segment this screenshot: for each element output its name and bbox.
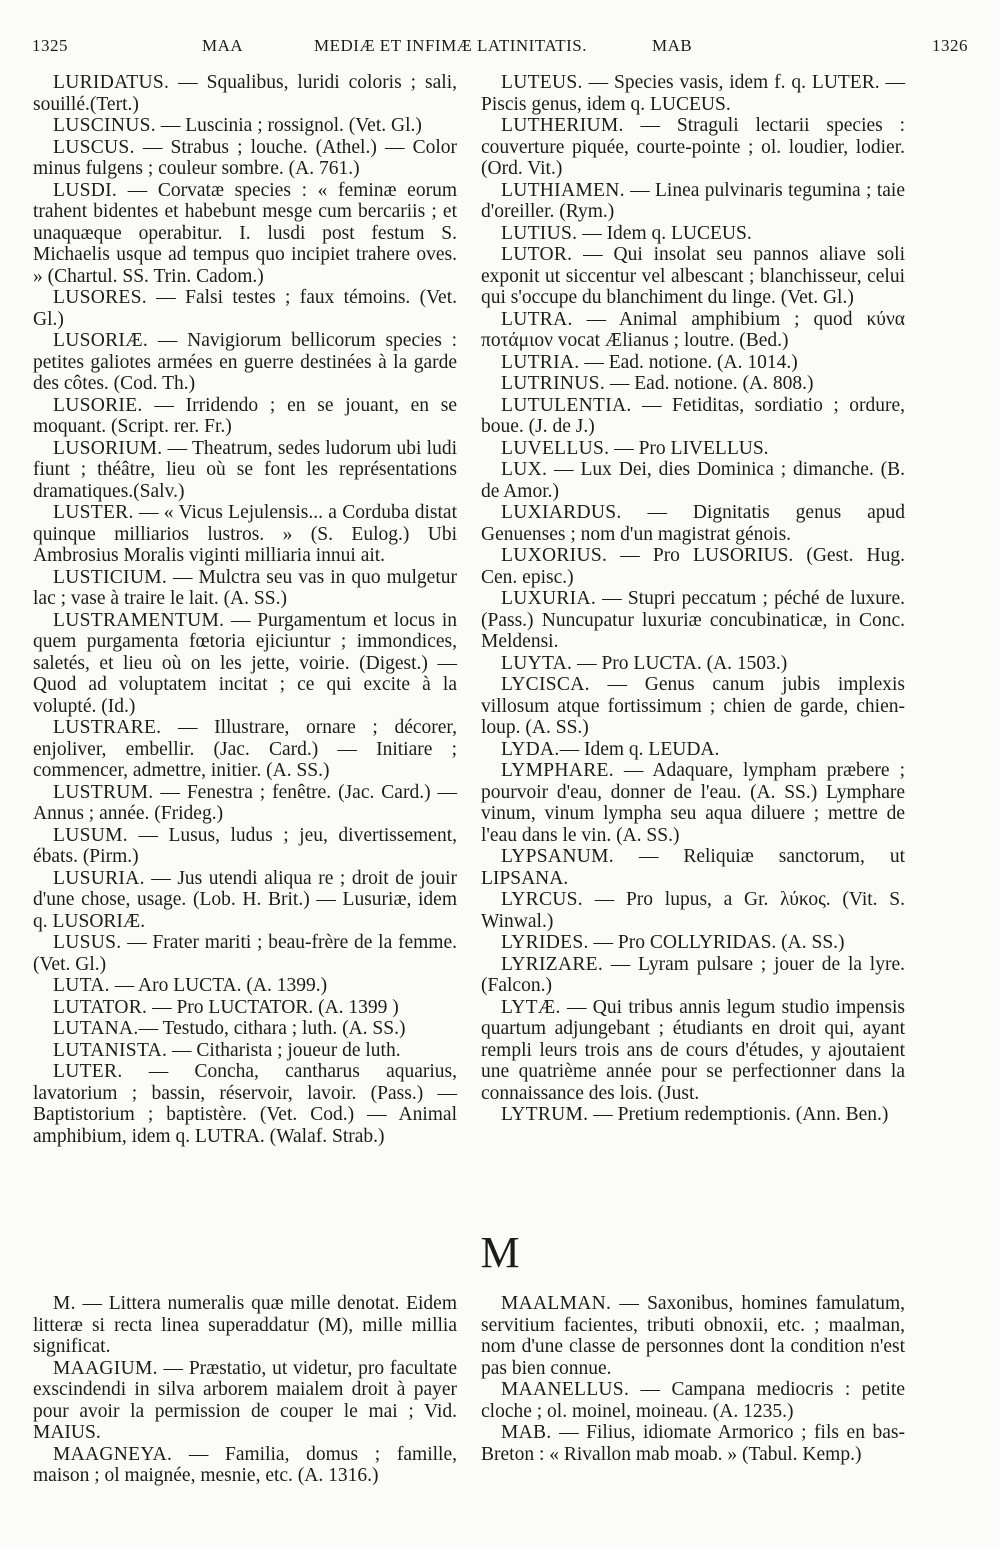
entry-definition: — Saxonibus, homines famulatum, servitium facientes, tributi obnoxii, etc. ; maalman, nom d'une classe de personnes dont la condition n'est pas bien connue.	[481, 1293, 905, 1379]
entry-definition: — Straguli lectarii species : couverture piquée, courte-pointe ; ol. loudier, lodier. (Ord. Vit.)	[481, 115, 905, 179]
dictionary-entry	[481, 588, 905, 653]
entry-definition: — Adaquare, lympham præbere ; pourvoir d'eau, donner de l'eau. (A. SS.) Lymphare vinum, vinum lympha seu aqua diluere ; mettre de l'eau dans le vin. (A. SS.)	[481, 760, 905, 846]
entry-headword: LUSORIE.	[53, 394, 143, 416]
dictionary-entry	[481, 438, 905, 460]
dictionary-entry	[33, 287, 457, 330]
dictionary-entry	[481, 889, 905, 932]
dictionary-entry	[481, 932, 905, 954]
dictionary-entry	[33, 1061, 457, 1147]
entry-definition: — Genus canum jubis implexis villosum atque fortissimum ; chien de garde, chien-loup. (A. SS.)	[481, 674, 905, 738]
dictionary-entry	[33, 137, 457, 180]
entry-definition: — Pro LIVELLUS.	[609, 437, 769, 459]
entry-definition: — Purgamentum et locus in quem purgamenta fœtoria ejiciuntur ; immondices, saletés, et lieu où on les jette, voirie. (Digest.) — Quod ad voluptatem incitat ; ce qui excite à la volupté. (Id.)	[33, 609, 457, 717]
entry-headword: LURIDATUS.	[53, 72, 170, 93]
entry-definition: — Citharista ; joueur de luth.	[167, 1039, 401, 1061]
dictionary-entry	[481, 395, 905, 438]
entry-definition: — Idem q. LEUDA.	[559, 738, 720, 760]
entry-definition: — Concha, cantharus aquarius, lavatorium ; bassin, réservoir, lavoir. (Pass.) — Baptistorium ; baptistère. (Vet. Cod.) — Animal amphibium, idem q. LUTRA. (Walaf. Strab.)	[33, 1061, 457, 1147]
entry-definition: — Lusus, ludus ; jeu, divertissement, ébats. (Pirm.)	[33, 824, 457, 867]
entry-definition: — Campana mediocris : petite cloche ; ol. moinel, moineau. (A. 1235.)	[481, 1379, 905, 1422]
entry-headword: MAALMAN.	[501, 1293, 612, 1314]
entry-definition: — Jus utendi aliqua re ; droit de jouir d'une chose, usage. (Lob. H. Brit.) — Lusuriæ, idem q. LUSORIÆ.	[33, 867, 457, 932]
dictionary-entry	[481, 653, 905, 675]
entry-definition: — Qui insolat seu pannos aliave soli exponit ut siccentur vel albescant ; blanchisseur, celui qui s'occupe du blanchiment du linge. (Vet. Gl.)	[481, 244, 905, 308]
right-page-number: 1326	[932, 36, 968, 55]
dictionary-entry	[33, 717, 457, 782]
bottom-right-column	[481, 1293, 905, 1465]
dictionary-entry	[33, 567, 457, 610]
entry-definition: — Pro lupus, a Gr. λύκος. (Vit. S. Winwal.)	[481, 889, 905, 932]
dictionary-entry	[481, 1104, 905, 1126]
dictionary-entry	[33, 825, 457, 868]
entry-headword: M.	[53, 1293, 76, 1314]
entry-headword: LUSUS.	[53, 932, 122, 953]
entry-headword: MAB.	[501, 1422, 552, 1443]
entry-definition: — Fetiditas, sordiatio ; ordure, boue. (J. de J.)	[481, 394, 905, 437]
entry-definition: — Lux Dei, dies Dominica ; dimanche. (B. de Amor.)	[481, 459, 905, 502]
entry-headword: LUTULENTIA.	[501, 394, 632, 416]
entry-definition: — Luscinia ; rossignol. (Vet. Gl.)	[155, 115, 422, 136]
entry-definition: — Animal amphibium ; quod κύνα ποτάμιον vocat Ælianus ; loutre. (Bed.)	[481, 308, 905, 351]
entry-headword: LUXIARDUS.	[501, 502, 622, 523]
entry-definition: — Mulctra seu vas in quo mulgetur lac ; vase à traire le lait. (A. SS.)	[33, 566, 457, 609]
entry-headword: LYDA.	[501, 738, 560, 760]
entry-headword: LUSTICIUM.	[53, 566, 168, 588]
entry-definition: — Navigiorum bellicorum species : petites galiotes armées en guerre destinées à la garde des côtes. (Cod. Th.)	[33, 330, 457, 394]
dictionary-entry	[481, 1379, 905, 1422]
entry-definition: — Testudo, cithara ; luth. (A. SS.)	[138, 1018, 406, 1039]
dictionary-entry	[481, 309, 905, 352]
entry-definition: — Pro LUCTATOR. (A. 1399 )	[147, 996, 399, 1018]
entry-headword: LUTANISTA.	[53, 1039, 168, 1061]
entry-headword: LUTATOR.	[53, 996, 148, 1018]
entry-definition: — Qui tribus annis legum studio impensis quartum adjungebant ; étudiants en droit qui, ayant rempli leurs trois ans de cours d'études, y ajoutaient une quatrième année pour se perfectionner dans la connaissance des lois. (Just.	[481, 996, 905, 1104]
entry-definition: — Fenestra ; fenêtre. (Jac. Card.) — Annus ; année. (Frideg.)	[33, 781, 457, 824]
entry-headword: LUVELLUS.	[501, 437, 610, 459]
entry-headword: LUTER.	[53, 1061, 123, 1082]
entry-headword: LUTRA.	[501, 308, 573, 330]
entry-definition: — Frater mariti ; beau-frère de la femme. (Vet. Gl.)	[33, 932, 457, 975]
entry-definition: — Reliquiæ sanctorum, ut LIPSANA.	[481, 846, 905, 889]
entry-headword: LUSTRUM.	[53, 781, 154, 803]
left-column	[33, 72, 457, 1147]
dictionary-entry	[33, 1040, 457, 1062]
entry-headword: LUXORIUS.	[501, 545, 608, 566]
dictionary-entry	[481, 739, 905, 761]
entry-headword: MAAGNEYA.	[53, 1443, 173, 1465]
entry-headword: LUTIUS.	[501, 222, 578, 244]
dictionary-entry	[481, 997, 905, 1105]
entry-headword: MAAGIUM.	[53, 1357, 158, 1379]
entry-headword: LUTHIAMEN.	[501, 179, 625, 201]
entry-headword: LYRCUS.	[501, 889, 583, 910]
entry-definition: — Stupri peccatum ; péché de luxure. (Pass.) Nuncupatur luxuriæ concubinaticæ, in Conc. Meldensi.	[481, 588, 905, 652]
entry-definition: — Irridendo ; en se jouant, en se moquant. (Script. rer. Fr.)	[33, 394, 457, 437]
entry-headword: LUTRIA.	[501, 351, 580, 373]
entry-headword: LYCISCA.	[501, 674, 590, 695]
entry-definition: — Corvatæ species : « feminæ eorum trahent bidentes et habebunt mesge cum bercariis ; et unaquæque operabitur. I. lusdi post festum S. Michaelis usque ad tempus quo incipiet trahere oves. » (Chartul. SS. Trin. Cadom.)	[33, 179, 457, 287]
entry-headword: LUSDI.	[53, 179, 118, 201]
entry-headword: LYTÆ.	[501, 996, 561, 1018]
right-column	[481, 72, 905, 1126]
entry-definition: — Ead. notione. (A. 808.)	[605, 373, 814, 394]
dictionary-entry	[481, 180, 905, 223]
dictionary-entry	[33, 1293, 457, 1358]
entry-definition: — Species vasis, idem f. q. LUTER. — Piscis genus, idem q. LUCEUS.	[481, 72, 905, 115]
dictionary-entry	[33, 997, 457, 1019]
entry-headword: LUSTER.	[53, 502, 134, 523]
dictionary-entry	[33, 330, 457, 395]
dictionary-entry	[33, 115, 457, 137]
entry-definition: — Squalibus, luridi coloris ; sali, souillé.(Tert.)	[33, 72, 457, 115]
entry-definition: — Idem q. LUCEUS.	[577, 222, 752, 244]
dictionary-entry	[33, 1358, 457, 1444]
bottom-left-column	[33, 1293, 457, 1487]
entry-definition: — Littera numeralis quæ mille denotat. Eidem litteræ si recta linea superaddatur (M), mille millia significat.	[33, 1293, 457, 1357]
dictionary-entry	[33, 932, 457, 975]
dictionary-entry	[481, 72, 905, 115]
right-running-word: MAB	[652, 36, 693, 55]
entry-headword: LUSORIUM.	[53, 437, 163, 459]
entry-headword: LUSTRAMENTUM.	[53, 609, 225, 631]
dictionary-entry	[33, 1444, 457, 1487]
left-running-word: MAA	[202, 36, 244, 55]
left-page-number: 1325	[32, 36, 68, 55]
entry-definition: — Dignitatis genus apud Genuenses ; nom d'un magistrat génois.	[481, 502, 905, 545]
entry-definition: — Theatrum, sedes ludorum ubi ludi fiunt ; théâtre, lieu où se font les représentations dramatiques.(Salv.)	[33, 437, 457, 502]
dictionary-entry	[481, 1422, 905, 1465]
entry-definition: — Filius, idiomate Armorico ; fils en bas-Breton : « Rivallon mab moab. » (Tabul. Kemp.)	[481, 1422, 905, 1465]
dictionary-entry	[481, 674, 905, 739]
dictionary-entry	[481, 459, 905, 502]
entry-headword: LUX.	[501, 459, 548, 480]
entry-headword: LYRIZARE.	[501, 953, 604, 975]
dictionary-entry	[481, 954, 905, 997]
dictionary-entry	[33, 72, 457, 115]
dictionary-entry	[33, 868, 457, 933]
entry-headword: MAANELLUS.	[501, 1379, 630, 1400]
entry-headword: LUTANA.	[53, 1018, 139, 1039]
entry-headword: LYMPHARE.	[501, 760, 614, 781]
entry-headword: LYPSANUM.	[501, 846, 614, 867]
entry-definition: — Familia, domus ; famille, maison ; ol maignée, mesnie, etc. (A. 1316.)	[33, 1443, 457, 1486]
entry-definition: — Illustrare, ornare ; décorer, enjoliver, embellir. (Jac. Card.) — Initiare ; commencer, admettre, initier. (A. SS.)	[33, 717, 457, 781]
section-letter: M	[480, 1228, 520, 1277]
page-title: MEDIÆ ET INFIMÆ LATINITATIS.	[314, 36, 587, 55]
entry-definition: — Linea pulvinaris tegumina ; taie d'oreiller. (Rym.)	[481, 179, 905, 222]
dictionary-entry	[481, 373, 905, 395]
entry-headword: LYRIDES.	[501, 932, 589, 953]
entry-definition: — Pretium redemptionis. (Ann. Ben.)	[588, 1104, 889, 1125]
entry-headword: LYTRUM.	[501, 1104, 589, 1125]
dictionary-entry	[481, 1293, 905, 1379]
entry-headword: LUSURIA.	[53, 867, 145, 889]
entry-headword: LUSORIÆ.	[53, 330, 149, 351]
entry-headword: LUSCINUS.	[53, 115, 156, 136]
dictionary-entry	[481, 760, 905, 846]
dictionary-entry	[33, 438, 457, 503]
entry-headword: LUTA.	[53, 975, 110, 996]
entry-definition: — Falsi testes ; faux témoins. (Vet. Gl.)	[33, 287, 457, 330]
entry-headword: LUYTA.	[501, 652, 573, 674]
dictionary-entry	[33, 502, 457, 567]
dictionary-entry	[33, 395, 457, 438]
entry-definition: — « Vicus Lejulensis... a Corduba distat quinque milliarios lustros. » (S. Eulog.) Ubi Ambrosius Moralis viginti milliaria innui ait.	[33, 502, 457, 566]
dictionary-entry	[33, 610, 457, 718]
entry-headword: LUSCUS.	[53, 136, 135, 158]
entry-headword: LUSTRARE.	[53, 717, 162, 738]
entry-definition: — Ead. notione. (A. 1014.)	[579, 351, 798, 373]
entry-headword: LUTRINUS.	[501, 373, 605, 394]
entry-headword: LUXURIA.	[501, 588, 597, 609]
entry-definition: — Præstatio, ut videtur, pro facultate exscindendi in silva arborem maialem droit à payer pour avoir la permission de couper le mai ; Vid. MAIUS.	[33, 1357, 457, 1443]
entry-definition: — Pro LUCTA. (A. 1503.)	[572, 652, 788, 674]
dictionary-entry	[481, 352, 905, 374]
dictionary-entry	[33, 975, 457, 997]
dictionary-entry	[481, 115, 905, 180]
dictionary-entry	[481, 846, 905, 889]
dictionary-entry	[481, 223, 905, 245]
entry-headword: LUSUM.	[53, 824, 128, 846]
dictionary-entry	[481, 244, 905, 309]
dictionary-entry	[481, 502, 905, 545]
entry-headword: LUTHERIUM.	[501, 115, 624, 136]
dictionary-entry	[481, 545, 905, 588]
dictionary-entry	[33, 782, 457, 825]
entry-headword: LUTEUS.	[501, 72, 583, 93]
entry-headword: LUTOR.	[501, 244, 573, 265]
entry-definition: — Strabus ; louche. (Athel.) — Color minus fulgens ; couleur sombre. (A. 761.)	[33, 136, 457, 179]
entry-definition: — Lyram pulsare ; jouer de la lyre. (Falcon.)	[481, 953, 905, 996]
dictionary-entry	[33, 180, 457, 288]
page-header	[32, 36, 968, 60]
entry-definition: — Pro LUSORIUS. (Gest. Hug. Cen. episc.)	[481, 545, 905, 588]
dictionary-entry	[33, 1018, 457, 1040]
entry-headword: LUSORES.	[53, 287, 147, 308]
entry-definition: — Pro COLLYRIDAS. (A. SS.)	[588, 932, 845, 953]
entry-definition: — Aro LUCTA. (A. 1399.)	[109, 975, 328, 996]
